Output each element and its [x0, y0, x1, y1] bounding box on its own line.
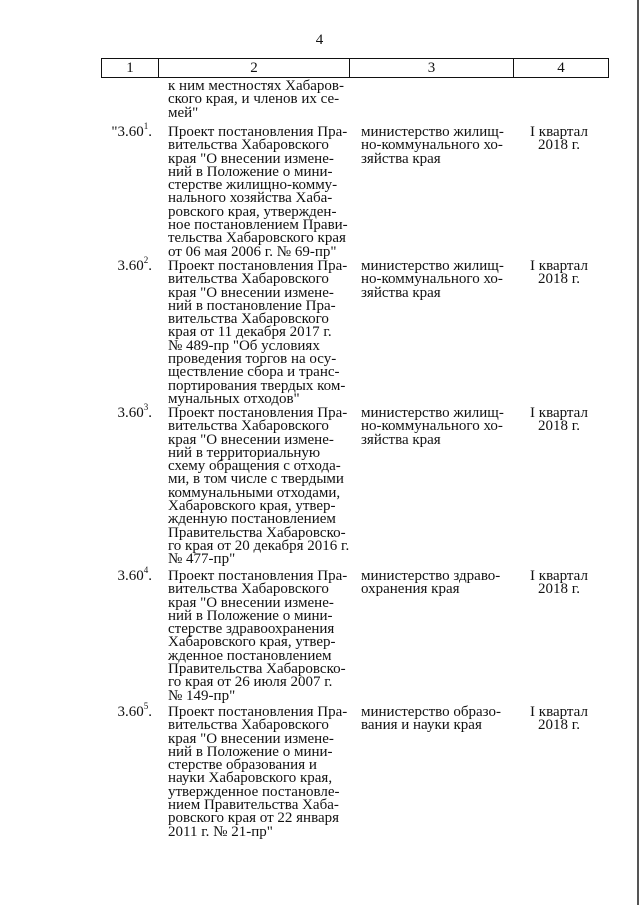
continuation-text [168, 80, 353, 120]
row-description-line: коммунальными отходами, [168, 484, 341, 501]
row-description-line: го края от 26 июля 2007 г. [168, 674, 333, 691]
row-executor-line: вания и науки края [361, 717, 482, 734]
row-deadline [524, 706, 594, 733]
row-description-line: от 06 мая 2006 г. № 69-пр" [168, 243, 337, 260]
row-description-line: ний в Положение о мини- [168, 163, 333, 180]
row-description-line: Проект постановления Пра- [168, 704, 348, 720]
continuation-text-line: ского края, и членов их се- [168, 91, 340, 108]
row-description-line: портирования твердых ком- [168, 377, 346, 394]
row-description-line: 2011 г. № 21-пр" [168, 823, 273, 840]
row-description-line: Проект постановления Пра- [168, 258, 348, 274]
row-executor-line: министерство здраво- [361, 568, 501, 584]
row-executor-line: охранения края [361, 581, 460, 598]
table-header [101, 58, 609, 78]
row-number: 3.60$^3$. [117, 402, 152, 421]
row-description-line: нием Правительства Хаба- [168, 797, 339, 814]
row-description-line: ровского края от 22 января [168, 810, 340, 827]
row-executor-line: зяйства края [361, 431, 441, 448]
row-description-line: края от 11 декабря 2017 г. [168, 324, 332, 341]
row-executor [361, 407, 513, 447]
row-description [168, 260, 353, 406]
row-executor-line: зяйства края [361, 150, 441, 167]
row-description-line: стерстве жилищно-комму- [168, 177, 338, 194]
row-description [168, 706, 353, 839]
header-col-2: 2 [159, 59, 350, 78]
row-description-line: стерстве образования и [168, 757, 317, 774]
row-deadline-line: I квартал [530, 568, 588, 584]
row-description-line: ми, в том числе с твердыми [168, 471, 344, 488]
row-executor-line: но-коммунального хо- [361, 137, 503, 154]
row-description-line: мунальных отходов" [168, 390, 300, 407]
row-description-line: стерстве здравоохранения [168, 621, 335, 638]
row-description-line: ний в постановление Пра- [168, 297, 336, 314]
row-description-line: ний в Положение о мини- [168, 607, 333, 624]
row-description-line: ровского края, утвержден- [168, 203, 337, 220]
header-col-4: 4 [514, 59, 609, 78]
row-executor [361, 706, 513, 733]
row-deadline-line: 2018 г. [538, 137, 580, 154]
row-deadline [524, 570, 594, 597]
row-executor [361, 570, 513, 597]
row-description-line: ное постановлением Прави- [168, 217, 348, 234]
row-description-line: Хабаровского края, утвер- [168, 498, 336, 515]
row-deadline-line: 2018 г. [538, 717, 580, 734]
row-description-line: вительства Хабаровского [168, 137, 329, 154]
row-description-line: № 477-пр" [168, 551, 236, 568]
continuation-text-line: мей" [168, 104, 199, 121]
row-executor [361, 260, 513, 300]
row-deadline-line: 2018 г. [538, 581, 580, 598]
row-description-line: № 149-пр" [168, 687, 236, 704]
row-description-line: Проект постановления Пра- [168, 568, 348, 584]
row-number: 3.60$^2$. [117, 255, 152, 274]
row-deadline-line: 2018 г. [538, 271, 580, 288]
row-deadline [524, 407, 594, 434]
row-description-line: вительства Хабаровского [168, 581, 329, 598]
row-executor-line: министерство образо- [361, 704, 502, 720]
row-deadline-line: I квартал [530, 704, 588, 720]
row-description-line: Хабаровского края, утвер- [168, 634, 336, 651]
row-executor-line: министерство жилищ- [361, 124, 504, 140]
row-deadline-line: I квартал [530, 258, 588, 274]
row-description-line: утвержденное постановле- [168, 783, 340, 800]
row-description-line: науки Хабаровского края, [168, 770, 333, 787]
row-executor-line: но-коммунального хо- [361, 418, 503, 435]
row-description [168, 570, 353, 703]
row-deadline-line: 2018 г. [538, 418, 580, 435]
row-description-line: края "О внесении измене- [168, 150, 334, 167]
row-description-line: вительства Хабаровского [168, 311, 329, 328]
row-executor [361, 126, 513, 166]
row-executor-line: министерство жилищ- [361, 258, 504, 274]
row-description-line: Правительства Хабаровско- [168, 524, 346, 541]
row-number: 3.60$^4$. [117, 565, 152, 584]
row-description-line: края "О внесении измене- [168, 284, 334, 301]
row-description-line: схему обращения с отхода- [168, 458, 341, 475]
row-description-line: края "О внесении измене- [168, 594, 334, 611]
row-number: "3.60$^1$. [111, 121, 152, 140]
row-description-line: № 489-пр "Об условиях [168, 337, 320, 354]
header-col-3: 3 [350, 59, 514, 78]
row-description-line: края "О внесении измене- [168, 730, 334, 747]
row-description-line: го края от 20 декабря 2016 г. [168, 537, 350, 554]
row-deadline [524, 260, 594, 287]
row-number: 3.60$^5$. [117, 701, 152, 720]
row-description-line: Проект постановления Пра- [168, 124, 348, 140]
row-description-line: нального хозяйства Хаба- [168, 190, 333, 207]
row-executor-line: зяйства края [361, 284, 441, 301]
row-description-line: Проект постановления Пра- [168, 405, 348, 421]
row-description [168, 126, 353, 259]
row-description-line: проведения торгов на осу- [168, 351, 337, 368]
row-deadline [524, 126, 594, 153]
row-executor-line: но-коммунального хо- [361, 271, 503, 288]
row-deadline-line: I квартал [530, 124, 588, 140]
row-executor-line: министерство жилищ- [361, 405, 504, 421]
row-description-line: края "О внесении измене- [168, 431, 334, 448]
row-deadline-line: I квартал [530, 405, 588, 421]
row-description-line: вительства Хабаровского [168, 418, 329, 435]
row-description-line: жденное постановлением [168, 647, 332, 664]
continuation-text-line: к ним местностях Хабаров- [168, 78, 344, 94]
row-description [168, 407, 353, 567]
row-description-line: Правительства Хабаровско- [168, 661, 346, 678]
row-description-line: тельства Хабаровского края [168, 230, 346, 247]
row-description-line: ществление сбора и транс- [168, 364, 340, 381]
row-description-line: ний в Положение о мини- [168, 743, 333, 760]
row-description-line: вительства Хабаровского [168, 271, 329, 288]
page-number: 4 [315, 32, 324, 48]
row-description-line: жденную постановлением [168, 511, 336, 528]
row-description-line: ний в территориальную [168, 444, 321, 461]
header-col-1: 1 [102, 59, 159, 78]
row-description-line: вительства Хабаровского [168, 717, 329, 734]
